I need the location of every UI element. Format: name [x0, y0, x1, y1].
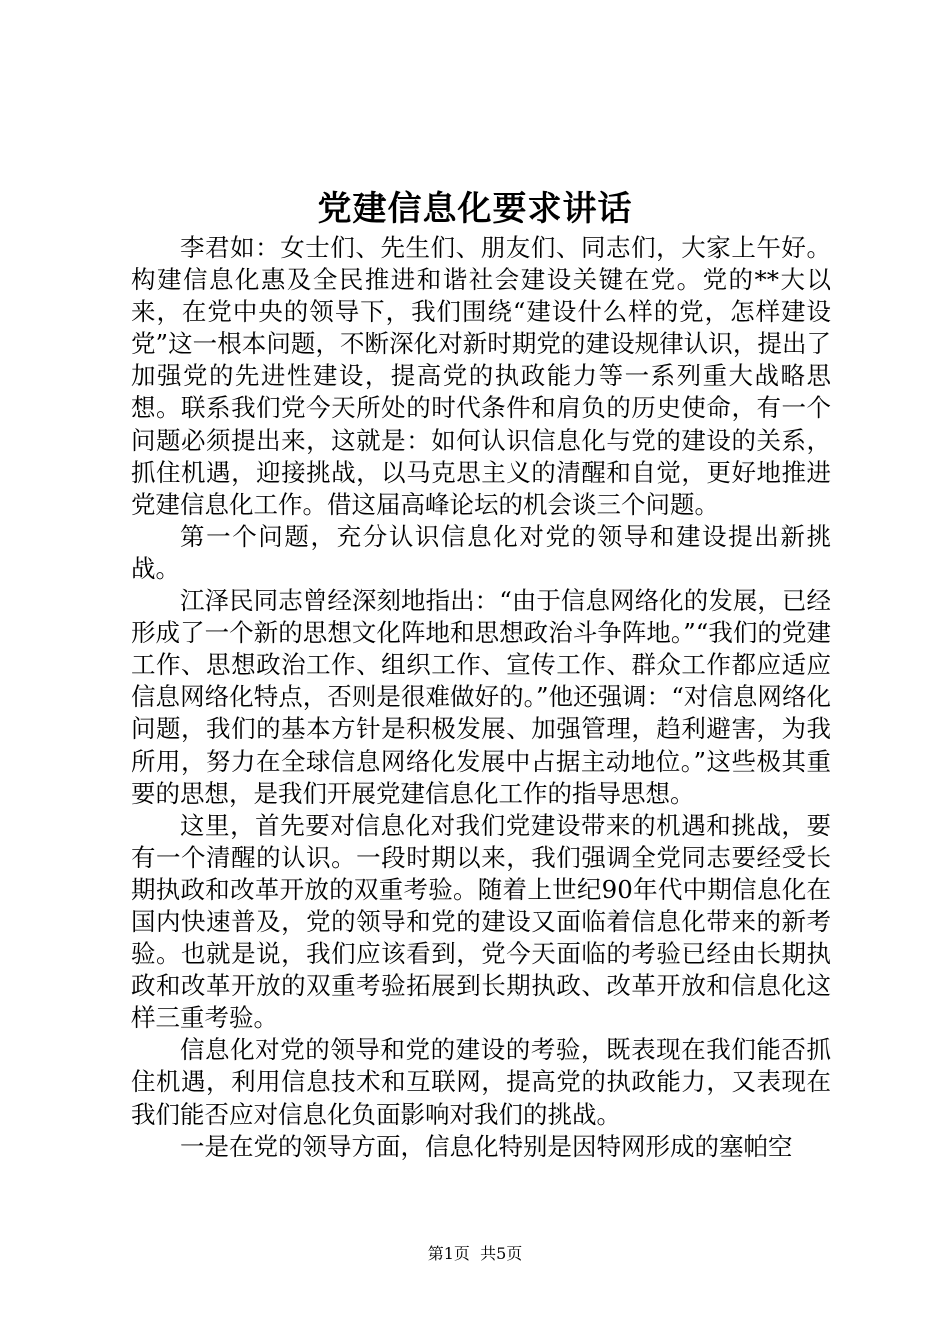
paragraph-challenges: 这里，首先要对信息化对我们党建设带来的机遇和挑战，要有一个清醒的认识。一段时期以来，我们强调全党同志要经受长期执政和改革开放的双重考验。随着上世纪90年代中期信息化在国内快速普及，党的领导和党的建设又面临着信息化带来的新考验。也就是说，我们应该看到，党今天面临的考验已经由长期执政和改革开放的双重考验拓展到长期执政、改革开放和信息化这样三重考验。: [131, 810, 831, 1033]
page-total: 共5页: [480, 1244, 523, 1263]
paragraph-leadership: 一是在党的领导方面，信息化特别是因特网形成的塞帕空: [180, 1131, 793, 1161]
document-title: 党建信息化要求讲话: [317, 189, 633, 229]
document-body: [131, 232, 831, 1163]
paragraph-tests: 信息化对党的领导和党的建设的考验，既表现在我们能否抓住机遇，利用信息技术和互联网，提高党的执政能力，又表现在我们能否应对信息化负面影响对我们的挑战。: [131, 1035, 831, 1129]
page-number: 第1页: [427, 1244, 470, 1263]
paragraph-quote: 江泽民同志曾经深刻地指出：“由于信息网络化的发展，已经形成了一个新的思想文化阵地和思想政治斗争阵地。”“我们的党建工作、思想政治工作、组织工作、宣传工作、群众工作都应适应信息网络化特点，否则是很难做好的。”他还强调：“对信息网络化问题，我们的基本方针是积极发展、加强管理，趋利避害，为我所用，努力在全球信息网络化发展中占据主动地位。”这些极其重要的思想，是我们开展党建信息化工作的指导思想。: [131, 586, 831, 808]
paragraph-first-question: 第一个问题，充分认识信息化对党的领导和建设提出新挑战。: [131, 521, 831, 583]
paragraph-opening: 李君如：女士们、先生们、朋友们、同志们，大家上午好。构建信息化惠及全民推进和谐社会建设关键在党。党的**大以来，在党中央的领导下，我们围绕“建设什么样的党，怎样建设党”这一根本问题，不断深化对新时期党的建设规律认识，提出了加强党的先进性建设，提高党的执政能力等一系列重大战略思想。联系我们党今天所处的时代条件和肩负的历史使命，有一个问题必须提出来，这就是：如何认识信息化与党的建设的关系，抓住机遇，迎接挑战，以马克思主义的清醒和自觉，更好地推进党建信息化工作。借这届高峰论坛的机会谈三个问题。: [131, 233, 831, 519]
page-footer: [0, 1243, 950, 1265]
